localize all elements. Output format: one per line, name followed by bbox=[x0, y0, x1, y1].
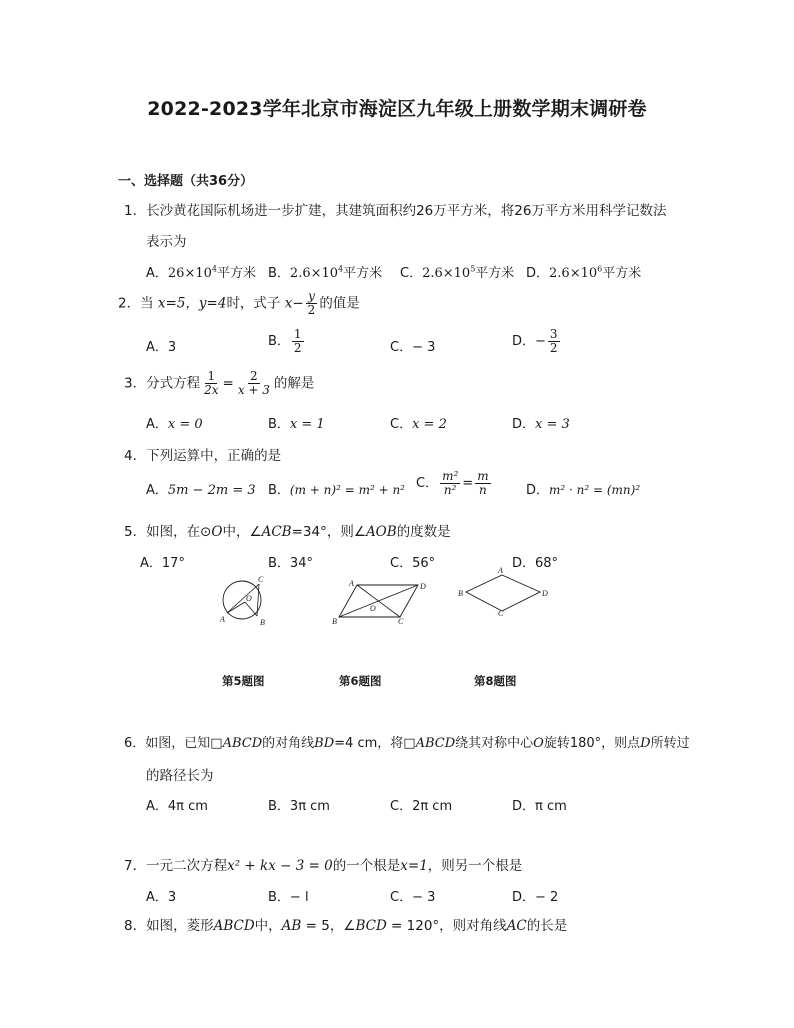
q3-option-d: D．x = 3 bbox=[512, 417, 570, 432]
q2-option-a: A．3 bbox=[146, 340, 177, 355]
label-d: D bbox=[420, 582, 426, 591]
caption-figure-6: 第6题图 bbox=[339, 674, 382, 688]
q4-option-c: C． $\frac{\text{m²}}{\text{n²}}$ = $\frac{m}{n}$ bbox=[416, 469, 489, 497]
label-d: D bbox=[542, 589, 548, 598]
page-title: 2022-2023学年北京市海淀区九年级上册数学期末调研卷 bbox=[147, 98, 647, 120]
q6-option-a: A．4π cm bbox=[146, 799, 208, 814]
q2-option-c: C．− 3 bbox=[390, 340, 436, 355]
q4-option-d: D．m² · n² = (mn)² bbox=[526, 483, 641, 498]
label-a: A bbox=[349, 579, 354, 588]
q3-option-a: A．x = 0 bbox=[146, 417, 203, 432]
question-8: 8．如图，菱形ABCD中，AB = 5，∠BCD = 120°，则对角线AC的长是 bbox=[124, 918, 568, 934]
question-6: 6．如图，已知□ABCD的对角线BD=4 cm，将□ABCD绕其对称中心O旋转180°，则点D所转过 bbox=[124, 736, 690, 751]
label-b: B bbox=[332, 617, 337, 626]
q6-option-b: B．3π cm bbox=[268, 799, 330, 814]
q5-option-a: A．17° bbox=[140, 556, 185, 571]
q4-option-b: B．(m + n)² = m² + n² bbox=[268, 483, 405, 498]
question-4: 4．下列运算中，正确的是 bbox=[124, 448, 282, 464]
q1-option-b: B．$2.6\times 10^4$平方米 bbox=[268, 264, 383, 281]
q7-option-b: B．− l bbox=[268, 890, 309, 905]
label-c: C bbox=[258, 575, 264, 584]
figure-8-rhombus bbox=[456, 566, 556, 616]
question-6-line-2: 的路径长为 bbox=[146, 768, 214, 784]
q6-option-d: D．π cm bbox=[512, 799, 567, 814]
label-o: O bbox=[370, 604, 376, 613]
label-b: B bbox=[458, 589, 463, 598]
section-heading: 一、选择题（共36分） bbox=[118, 174, 254, 189]
question-7: 7．一元二次方程x² + kx − 3 = 0的一个根是x=1，则另一个根是 bbox=[124, 858, 523, 874]
question-text: 长沙黄花国际机场进一步扩建，其建筑面积约26万平方米，将26万平方米用科学记数法 bbox=[146, 203, 667, 219]
caption-figure-5: 第5题图 bbox=[222, 674, 265, 688]
label-c: C bbox=[498, 609, 504, 616]
q1-option-a: A．$26\times 10^4$平方米 bbox=[146, 264, 256, 281]
q1-option-c: C．$2.6\times 10^5$平方米 bbox=[400, 264, 515, 281]
q7-option-c: C．− 3 bbox=[390, 890, 436, 905]
question-1 bbox=[124, 199, 666, 219]
q1-option-d: D．$2.6\times 10^6$平方米 bbox=[526, 264, 642, 281]
question-number: 1． bbox=[124, 203, 147, 219]
q5-option-d: D．68° bbox=[512, 556, 559, 571]
caption-figure-8: 第8题图 bbox=[474, 674, 517, 688]
q2-option-b: B． $\frac{1}{2}$ bbox=[268, 327, 302, 355]
label-b: B bbox=[260, 618, 265, 627]
q3-option-c: C．x = 2 bbox=[390, 417, 447, 432]
q6-option-c: C．2π cm bbox=[390, 799, 453, 814]
q2-option-d: D．− $\frac{3}{2}$ bbox=[512, 327, 558, 355]
fraction: $\frac{y}{2}$ bbox=[307, 289, 316, 317]
question-1-line-2: 表示为 bbox=[146, 234, 187, 250]
question-5: 5．如图，在⊙O中，∠ACB=34°，则∠AOB的度数是 bbox=[124, 524, 451, 540]
q5-option-b: B．34° bbox=[268, 556, 313, 571]
q7-option-a: A．3 bbox=[146, 890, 177, 905]
q7-option-d: D．− 2 bbox=[512, 890, 559, 905]
question-2: 2．当 x=5，y=4时，式子 x− $\frac{y}{2}$ 的值是 bbox=[118, 289, 360, 317]
figure-6-parallelogram bbox=[332, 578, 432, 626]
label-a: A bbox=[498, 566, 503, 575]
label-a: A bbox=[220, 615, 225, 624]
q3-option-b: B．x = 1 bbox=[268, 417, 325, 432]
question-3: 3．分式方程 $\frac{1}{2x}$ = $\frac{2}{x + 3}$ 的解是 bbox=[124, 369, 315, 397]
q5-option-c: C．56° bbox=[390, 556, 436, 571]
label-o: O bbox=[246, 594, 252, 603]
label-c: C bbox=[398, 617, 404, 626]
figure-5-circle bbox=[218, 574, 268, 628]
q4-option-a: A．5m − 2m = 3 bbox=[146, 483, 256, 498]
